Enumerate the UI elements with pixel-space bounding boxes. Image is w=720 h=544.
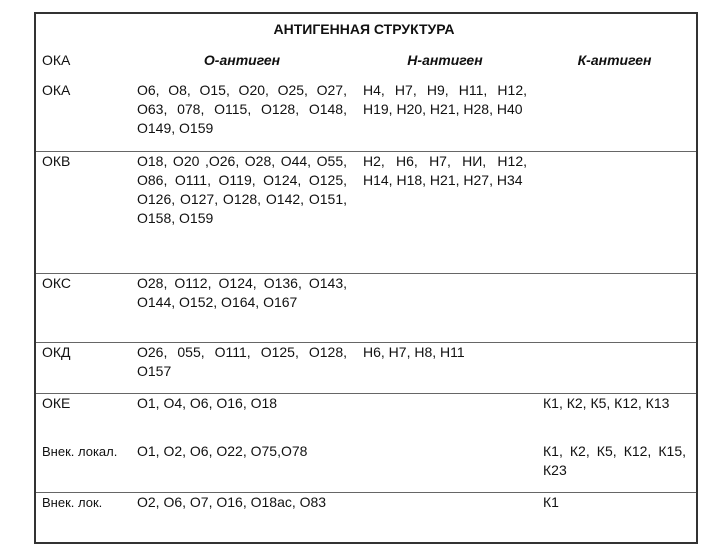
row-label: ОКВ	[35, 152, 131, 274]
h-antigen-cell	[357, 493, 537, 544]
table-row	[35, 274, 697, 343]
k-antigen-cell: К1, К2, К5, К12, К13	[537, 394, 697, 443]
h-antigen-cell	[357, 442, 537, 493]
k-antigen-cell	[537, 152, 697, 274]
table-row	[35, 493, 697, 544]
table-row	[35, 442, 697, 493]
k-antigen-cell	[537, 343, 697, 394]
row-label: ОКА	[42, 82, 71, 98]
k-antigen-cell	[537, 81, 697, 152]
header-k-antigen: К-антиген	[577, 52, 652, 68]
h-antigen-cell: Н4, Н7, Н9, Н11, Н12, Н19, Н20, Н21, Н28, Н40	[363, 82, 527, 117]
h-antigen-cell	[357, 274, 537, 343]
row-label: Внек. локал.	[42, 444, 118, 459]
table-row	[35, 152, 697, 274]
antigen-structure-table	[34, 12, 698, 544]
k-antigen-cell: К1	[537, 493, 697, 544]
row-label: ОКЕ	[35, 394, 131, 443]
h-antigen-cell: Н6, Н7, Н8, Н11	[357, 343, 537, 394]
row-label: ОКС	[35, 274, 131, 343]
table-row	[35, 81, 697, 152]
table-title: АНТИГЕННАЯ СТРУКТУРА	[273, 21, 455, 37]
title-row	[35, 13, 697, 48]
h-antigen-cell: Н2, Н6, Н7, НИ, Н12, Н14, Н18, Н21, Н27, Н34	[357, 152, 537, 274]
o-antigen-cell: О1, О2, О6, О22, О75,О78	[137, 443, 308, 459]
o-antigen-cell: О2, О6, О7, О16, О18ас, О83	[131, 493, 357, 544]
o-antigen-cell: О26, 055, О111, О125, О128, О157	[131, 343, 357, 394]
table-row	[35, 343, 697, 394]
header-row	[35, 48, 697, 81]
header-group: ОКА	[42, 52, 71, 68]
o-antigen-cell: О1, О4, О6, О16, О18	[131, 394, 357, 443]
row-label: Внек. лок.	[35, 493, 131, 544]
o-antigen-cell: О6, О8, О15, О20, О25, О27, О63, 078, О115, О128, О148, О149, О159	[137, 82, 347, 136]
h-antigen-cell	[357, 394, 537, 443]
k-antigen-cell: К1, К2, К5, К12, К15, К23	[543, 443, 687, 478]
o-antigen-cell: О18, О20 ,О26, О28, О44, О55, О86, О111, О119, О124, О125, О126, О127, О128, О142, О151, О158, О159	[131, 152, 357, 274]
k-antigen-cell	[537, 274, 697, 343]
header-h-antigen: Н-антиген	[407, 52, 483, 68]
header-o-antigen: О-антиген	[203, 52, 281, 68]
o-antigen-cell: О28, О112, О124, О136, О143, О144, О152, О164, О167	[131, 274, 357, 343]
row-label: ОКД	[35, 343, 131, 394]
table-row	[35, 394, 697, 443]
